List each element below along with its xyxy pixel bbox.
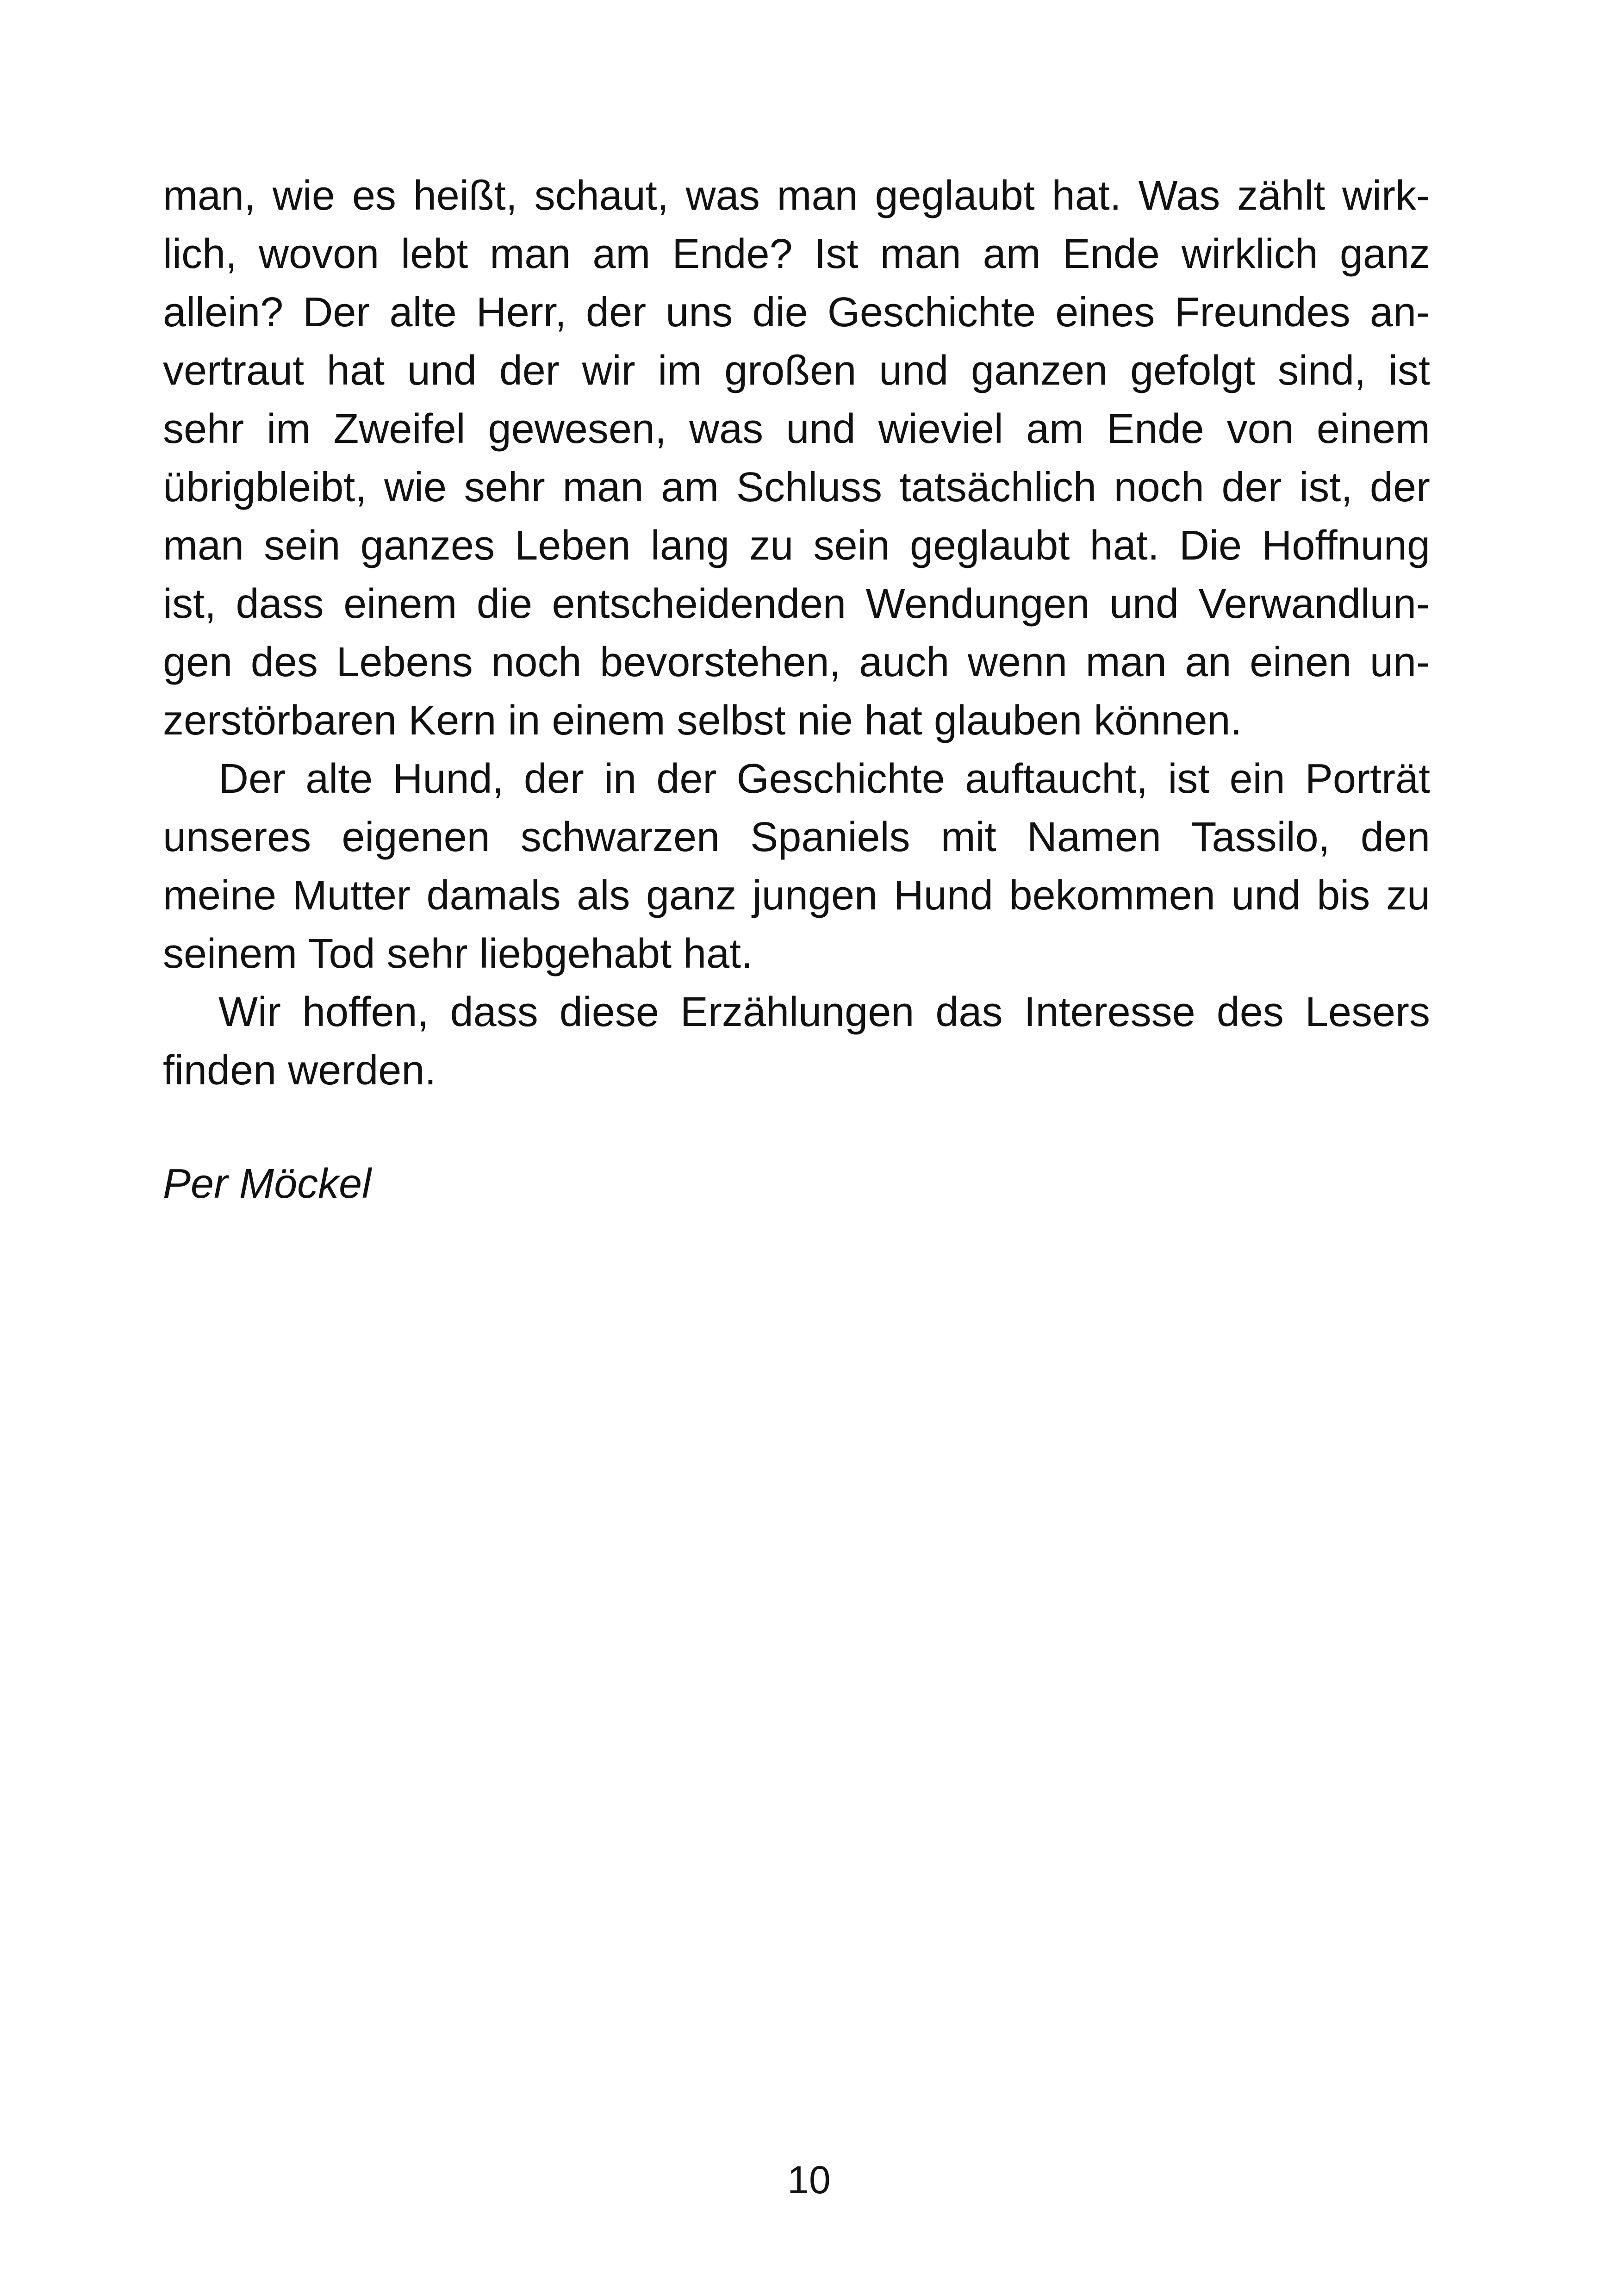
paragraph-1-line-4: vertraut hat und der wir im großen und ganzen gefolgt sind, ist [163, 348, 1430, 394]
paragraph-1-line-10: zerstörbaren Kern in einem selbst nie hat glauben können. [163, 697, 1242, 744]
paragraph-1-line-8: ist, dass einem die entscheidenden Wendungen und Verwandlun- [163, 581, 1430, 627]
paragraph-1-line-1: man, wie es heißt, schaut, was man geglaubt hat. Was zählt wirk- [163, 173, 1430, 219]
author-signature: Per Möckel [163, 1161, 372, 1207]
paragraph-3-line-2: finden werden. [163, 1047, 436, 1094]
paragraph-1-line-2: lich, wovon lebt man am Ende? Ist man am Ende wirklich ganz [163, 231, 1430, 277]
paragraph-1-line-7: man sein ganzes Leben lang zu sein geglaubt hat. Die Hoffnung [163, 523, 1430, 569]
paragraph-2-line-4: seinem Tod sehr liebgehabt hat. [163, 931, 753, 977]
body-text [163, 167, 1430, 1100]
paragraph-1-line-3: allein? Der alte Herr, der uns die Geschichte eines Freundes an- [163, 289, 1430, 336]
paragraph-2-line-2: unseres eigenen schwarzen Spaniels mit Namen Tassilo, den [163, 814, 1430, 860]
paragraph-3-line-1: Wir hoffen, dass diese Erzählungen das Interesse des Lesers [218, 989, 1430, 1035]
paragraph-1-line-5: sehr im Zweifel gewesen, was und wieviel am Ende von einem [163, 406, 1430, 452]
paragraph-2-line-1: Der alte Hund, der in der Geschichte auftaucht, ist ein Porträt [218, 756, 1430, 802]
paragraph-1-line-9: gen des Lebens noch bevorstehen, auch wenn man an einen un- [163, 639, 1430, 685]
paragraph-2-line-3: meine Mutter damals als ganz jungen Hund bekommen und bis zu [163, 872, 1430, 919]
page-number: 10 [787, 2158, 831, 2202]
paragraph-1-line-6: übrigbleibt, wie sehr man am Schluss tatsächlich noch der ist, der [163, 464, 1430, 510]
